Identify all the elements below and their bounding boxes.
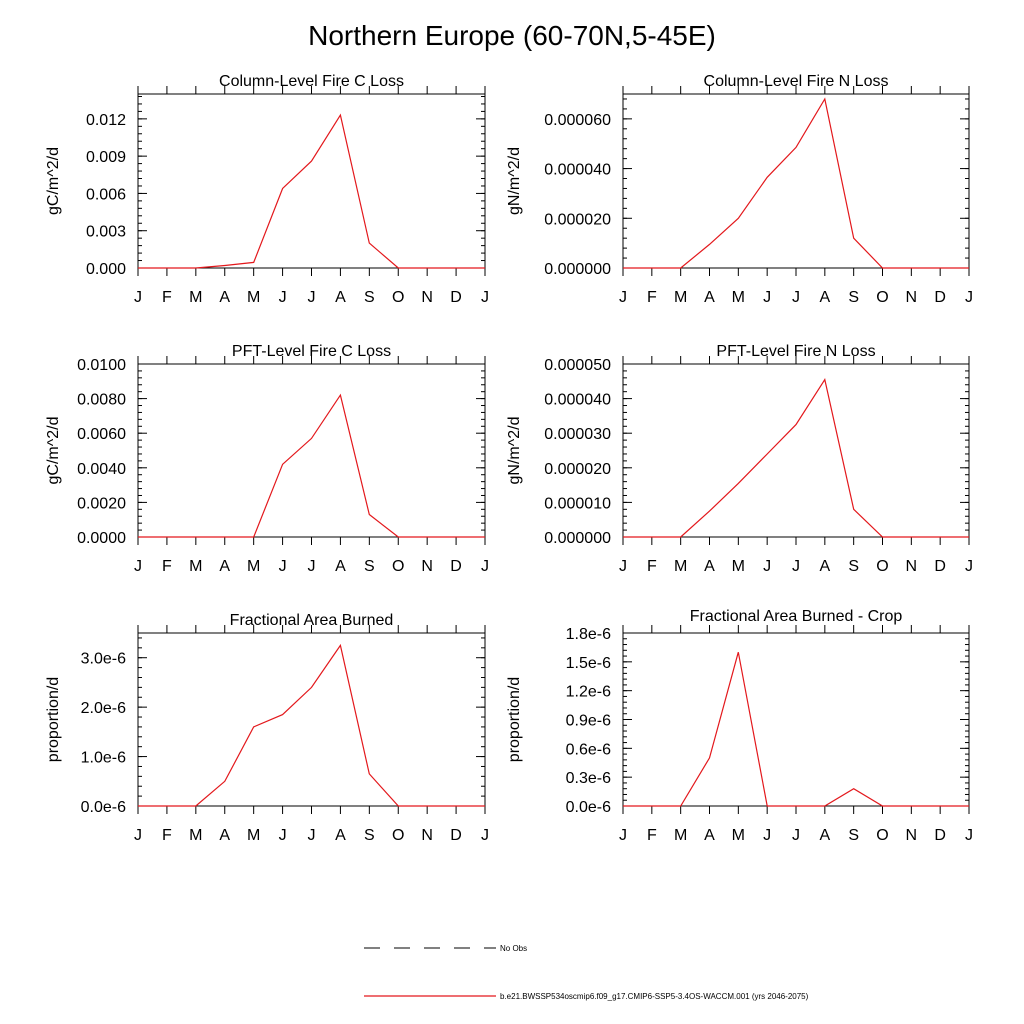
x-tick-label: M	[247, 289, 261, 306]
x-tick-label: D	[450, 558, 462, 575]
series-line	[138, 115, 485, 268]
x-tick-label: A	[819, 827, 831, 844]
x-tick-label: F	[162, 827, 172, 844]
x-tick-label: J	[965, 558, 973, 575]
x-tick-label: J	[619, 558, 627, 575]
x-tick-label: M	[189, 827, 203, 844]
y-axis-label: gN/m^2/d	[506, 147, 523, 215]
plot-frame	[138, 94, 485, 268]
y-tick-label: 3.0e-6	[80, 650, 126, 668]
y-tick-label: 2.0e-6	[80, 700, 126, 718]
x-tick-label: A	[335, 289, 346, 306]
y-tick-label: 0.000000	[544, 261, 611, 278]
x-tick-label: J	[763, 289, 772, 306]
x-tick-label: F	[162, 558, 172, 575]
y-tick-label: 1.5e-6	[565, 654, 611, 672]
x-tick-label: A	[704, 289, 715, 306]
x-tick-label: J	[278, 289, 287, 306]
y-tick-label: 0.003	[85, 223, 126, 241]
x-tick-label: J	[278, 827, 287, 844]
x-tick-label: D	[450, 289, 462, 306]
y-tick-label: 0.006	[85, 186, 126, 204]
x-tick-label: O	[392, 289, 405, 306]
x-tick-label: A	[335, 558, 346, 575]
series-line	[138, 645, 485, 806]
x-tick-label: J	[763, 558, 772, 575]
x-tick-label: J	[619, 827, 627, 844]
y-axis-label: proportion/d	[45, 676, 62, 763]
x-tick-label: M	[247, 558, 261, 575]
x-tick-label: D	[934, 558, 946, 575]
series-line	[138, 395, 485, 537]
y-tick-label: 0.000020	[544, 211, 611, 229]
x-tick-label: A	[219, 827, 231, 844]
x-tick-label: A	[819, 558, 831, 575]
x-tick-label: S	[363, 289, 375, 306]
x-tick-label: M	[731, 558, 745, 575]
y-axis-label: proportion/d	[506, 676, 523, 763]
x-tick-label: A	[704, 827, 715, 844]
x-tick-label: D	[934, 827, 946, 844]
plot-frame	[623, 94, 969, 268]
y-tick-label: 0.0060	[77, 426, 126, 444]
y-tick-label: 0.009	[85, 149, 126, 167]
x-tick-label: N	[421, 558, 433, 575]
x-tick-label: M	[674, 827, 688, 844]
y-tick-label: 1.0e-6	[80, 749, 126, 767]
x-tick-label: M	[674, 289, 688, 306]
y-tick-label: 0.6e-6	[565, 741, 611, 759]
y-tick-label: 0.9e-6	[565, 712, 611, 730]
y-tick-label: 0.000040	[544, 391, 611, 409]
x-tick-label: D	[450, 827, 462, 844]
x-tick-label: M	[674, 558, 688, 575]
chart-title: PFT-Level Fire C Loss	[231, 343, 392, 360]
series-line	[623, 652, 969, 806]
chart-panel-2	[506, 73, 973, 306]
x-tick-label: A	[219, 558, 231, 575]
y-tick-label: 0.0000	[77, 530, 126, 547]
x-tick-label: N	[905, 827, 918, 844]
y-tick-label: 0.000020	[544, 460, 611, 478]
y-tick-label: 0.012	[85, 111, 126, 129]
plot-frame	[138, 364, 485, 537]
x-tick-label: A	[335, 827, 346, 844]
y-tick-label: 0.0020	[77, 495, 126, 513]
y-tick-label: 0.000040	[544, 161, 611, 179]
chart-title: PFT-Level Fire N Loss	[716, 343, 876, 360]
chart-title: Column-Level Fire C Loss	[219, 73, 404, 90]
y-axis-label: gC/m^2/d	[45, 147, 62, 215]
x-tick-label: S	[848, 558, 860, 575]
chart-panel-5	[45, 612, 489, 844]
x-tick-label: J	[792, 827, 800, 844]
x-tick-label: S	[363, 827, 375, 844]
y-tick-label: 0.0e-6	[565, 799, 611, 816]
y-tick-label: 0.0080	[77, 391, 126, 409]
x-tick-label: J	[619, 289, 627, 306]
series-line	[623, 380, 969, 537]
y-tick-label: 0.0100	[77, 357, 126, 374]
y-tick-label: 0.000000	[544, 530, 611, 547]
y-tick-label: 0.000060	[544, 111, 611, 129]
x-tick-label: O	[876, 827, 889, 844]
x-tick-label: J	[134, 289, 142, 306]
x-tick-label: F	[646, 558, 657, 575]
y-tick-label: 1.8e-6	[565, 626, 611, 643]
x-tick-label: A	[219, 289, 231, 306]
plot-frame	[623, 364, 969, 537]
x-tick-label: N	[905, 558, 918, 575]
chart-panel-1	[45, 73, 489, 306]
x-tick-label: J	[965, 827, 973, 844]
x-tick-label: J	[307, 827, 316, 844]
x-tick-label: O	[392, 558, 405, 575]
x-tick-label: J	[481, 827, 489, 844]
y-tick-label: 0.000010	[544, 495, 611, 513]
plot-frame	[138, 633, 485, 806]
x-tick-label: J	[481, 289, 489, 306]
y-axis-label: gN/m^2/d	[506, 416, 523, 485]
x-tick-label: A	[704, 558, 715, 575]
y-tick-label: 0.0040	[77, 460, 126, 478]
y-tick-label: 0.3e-6	[565, 770, 611, 788]
x-tick-label: J	[134, 827, 142, 844]
y-tick-label: 0.000050	[544, 357, 611, 374]
x-tick-label: S	[848, 289, 860, 306]
y-axis-label: gC/m^2/d	[45, 416, 62, 485]
x-tick-label: F	[646, 827, 657, 844]
chart-title: Fractional Area Burned	[229, 612, 394, 629]
page-title: Northern Europe (60-70N,5-45E)	[308, 20, 716, 51]
legend	[364, 944, 809, 1001]
y-tick-label: 0.000	[85, 261, 126, 278]
x-tick-label: J	[965, 289, 973, 306]
x-tick-label: M	[189, 558, 203, 575]
x-tick-label: N	[421, 827, 433, 844]
chart-panel-4	[506, 343, 973, 575]
x-tick-label: D	[934, 289, 946, 306]
x-tick-label: J	[481, 558, 489, 575]
x-tick-label: F	[162, 289, 172, 306]
x-tick-label: J	[792, 558, 800, 575]
x-tick-label: O	[876, 289, 889, 306]
x-tick-label: J	[792, 289, 800, 306]
chart-title: Column-Level Fire N Loss	[703, 73, 889, 90]
chart-panel-3	[45, 343, 489, 575]
x-tick-label: F	[646, 289, 657, 306]
x-tick-label: J	[763, 827, 772, 844]
series-line	[623, 99, 969, 268]
x-tick-label: O	[392, 827, 405, 844]
y-tick-label: 0.000030	[544, 426, 611, 444]
chart-panel-6	[506, 608, 973, 844]
x-tick-label: S	[848, 827, 860, 844]
x-tick-label: M	[731, 827, 745, 844]
x-tick-label: J	[278, 558, 287, 575]
y-tick-label: 1.2e-6	[565, 683, 611, 701]
x-tick-label: O	[876, 558, 889, 575]
x-tick-label: N	[421, 289, 433, 306]
legend-label-no-obs: No Obs	[500, 944, 528, 953]
plot-frame	[623, 633, 969, 806]
x-tick-label: M	[189, 289, 203, 306]
x-tick-label: N	[905, 289, 918, 306]
x-tick-label: A	[819, 289, 831, 306]
x-tick-label: M	[247, 827, 261, 844]
x-tick-label: M	[731, 289, 745, 306]
x-tick-label: S	[363, 558, 375, 575]
x-tick-label: J	[134, 558, 142, 575]
chart-title: Fractional Area Burned - Crop	[689, 608, 903, 625]
x-tick-label: J	[307, 558, 316, 575]
x-tick-label: J	[307, 289, 316, 306]
y-tick-label: 0.0e-6	[80, 799, 126, 816]
legend-label-model: b.e21.BWSSP534oscmip6.f09_g17.CMIP6-SSP5-3.4OS-WACCM.001 (yrs 2046-2075)	[500, 992, 809, 1001]
